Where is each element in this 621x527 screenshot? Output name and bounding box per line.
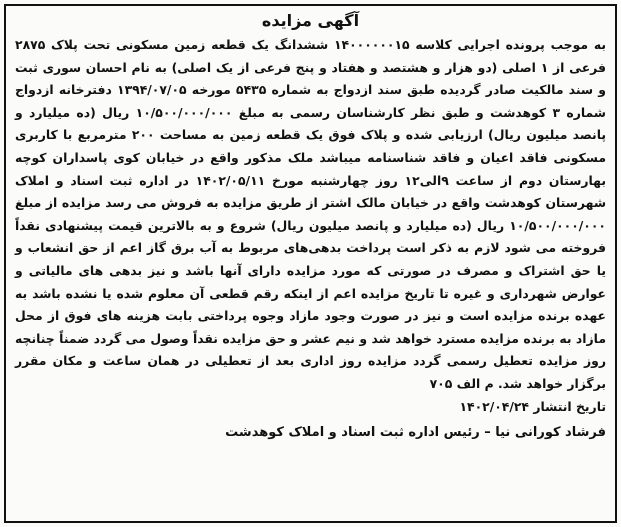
- notice-body: به موجب پرونده اجرایی کلاسه ۱۴۰۰۰۰۰۰۱۵ ششدانگ یک قطعه زمین مسکونی تحت پلاک ۲۸۷۵ فرعی از ۱ اصلی (دو هزار و هشتصد و هفتاد و پنج فرعی از یک اصلی) به نام احسان سوری ثبت و سند مالکیت صادر گردیده طبق سند ازدواج به شماره ۵۴۳۵ مورخه ۱۳۹۴/۰۷/۰۵ دفترخانه ازدواج شماره ۳ کوهدشت و طبق نظر کارشناسان رسمی به مبلغ ۱۰/۵۰۰/۰۰۰/۰۰۰ ریال (ده میلیارد و پانصد میلیون ریال) ارزیابی شده و پلاک فوق یک قطعه زمین به مساحت ۲۰۰ مترمربع با کاربری مسکونی فاقد اعیان و فاقد شناسنامه میباشد ملک مذکور واقع در خیابان کوی پاسداران کوچه بهارستان دوم از ساعت ۹الی۱۲ روز چهارشنبه مورخ ۱۴۰۲/۰۵/۱۱ در اداره ثبت اسناد و املاک شهرستان کوهدشت واقع در خیابان مالک اشتر از طریق مزایده به فروش می رسد مزایده از مبلغ ۱۰/۵۰۰/۰۰۰/۰۰۰ ریال (ده میلیارد و پانصد میلیون ریال) شروع و به بالاترین قیمت پیشنهادی نقداً فروخته می شود لازم به ذکر است پرداخت بدهی‌های مربوط به آب برق گاز اعم از حق انشعاب و یا حق اشتراک و مصرف در صورتی که مورد مزایده دارای آنها باشد و نیز بدهی های مالیاتی و عوارض شهرداری و غیره تا تاریخ مزایده اعم از اینکه رقم قطعی آن معلوم شده یا نشده باشد به عهده برنده مزایده است و نیز در صورت وجود مازاد وجوه پرداختی بابت هزینه های فوق از محل مازاد به برنده مزایده مسترد خواهد شد و نیم عشر و حق مزایده نقداً وصول می گردد ضمناً چنانچه روز مزایده تعطیل رسمی گردد مزایده روز اداری بعد از تعطیلی در همان ساعت و مکان مقرر برگزار خواهد شد. م الف ۷۰۵: [15, 37, 607, 391]
- signature-line: فرشاد کورانی نیا – رئیس اداره ثبت اسناد و املاک کوهدشت: [225, 424, 606, 440]
- notice-title: آگهی مزایده: [261, 11, 360, 30]
- publish-date: تاریخ انتشار ۱۴۰۲/۰۴/۲۴: [459, 398, 606, 414]
- auction-notice-box: [4, 4, 617, 523]
